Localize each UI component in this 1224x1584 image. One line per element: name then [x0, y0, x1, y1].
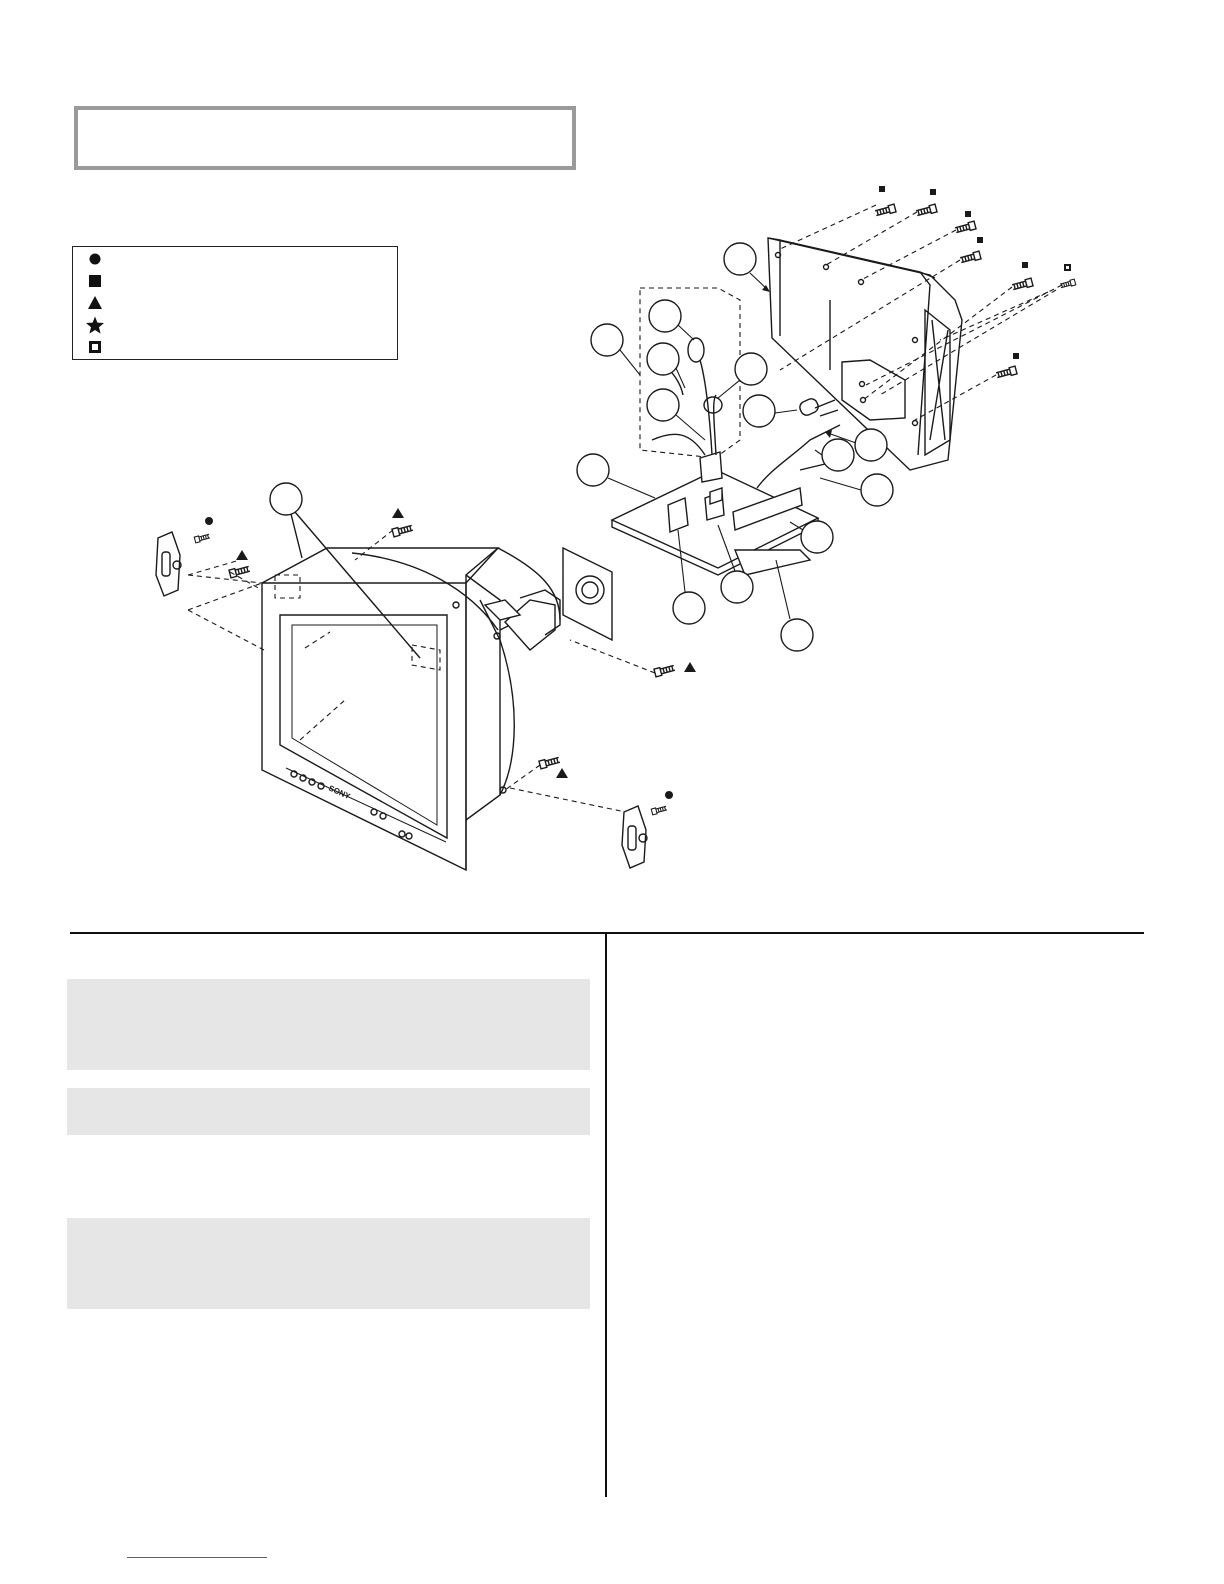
mounting-bracket-left [156, 532, 181, 596]
shaded-block-2 [67, 1088, 590, 1135]
brand-logo-text: SONY [327, 783, 352, 802]
mounting-bracket-right [622, 806, 647, 868]
section-divider-horizontal [70, 932, 1144, 934]
shaded-block-3 [67, 1218, 590, 1309]
main-board [612, 470, 818, 575]
front-bezel [262, 548, 498, 870]
crt-neck [485, 590, 560, 650]
neck-board [563, 548, 612, 640]
column-divider-vertical [605, 932, 607, 1497]
footer-link-underline[interactable] [127, 1557, 267, 1558]
shaded-block-1 [67, 979, 590, 1070]
callout-bezel [270, 483, 302, 515]
